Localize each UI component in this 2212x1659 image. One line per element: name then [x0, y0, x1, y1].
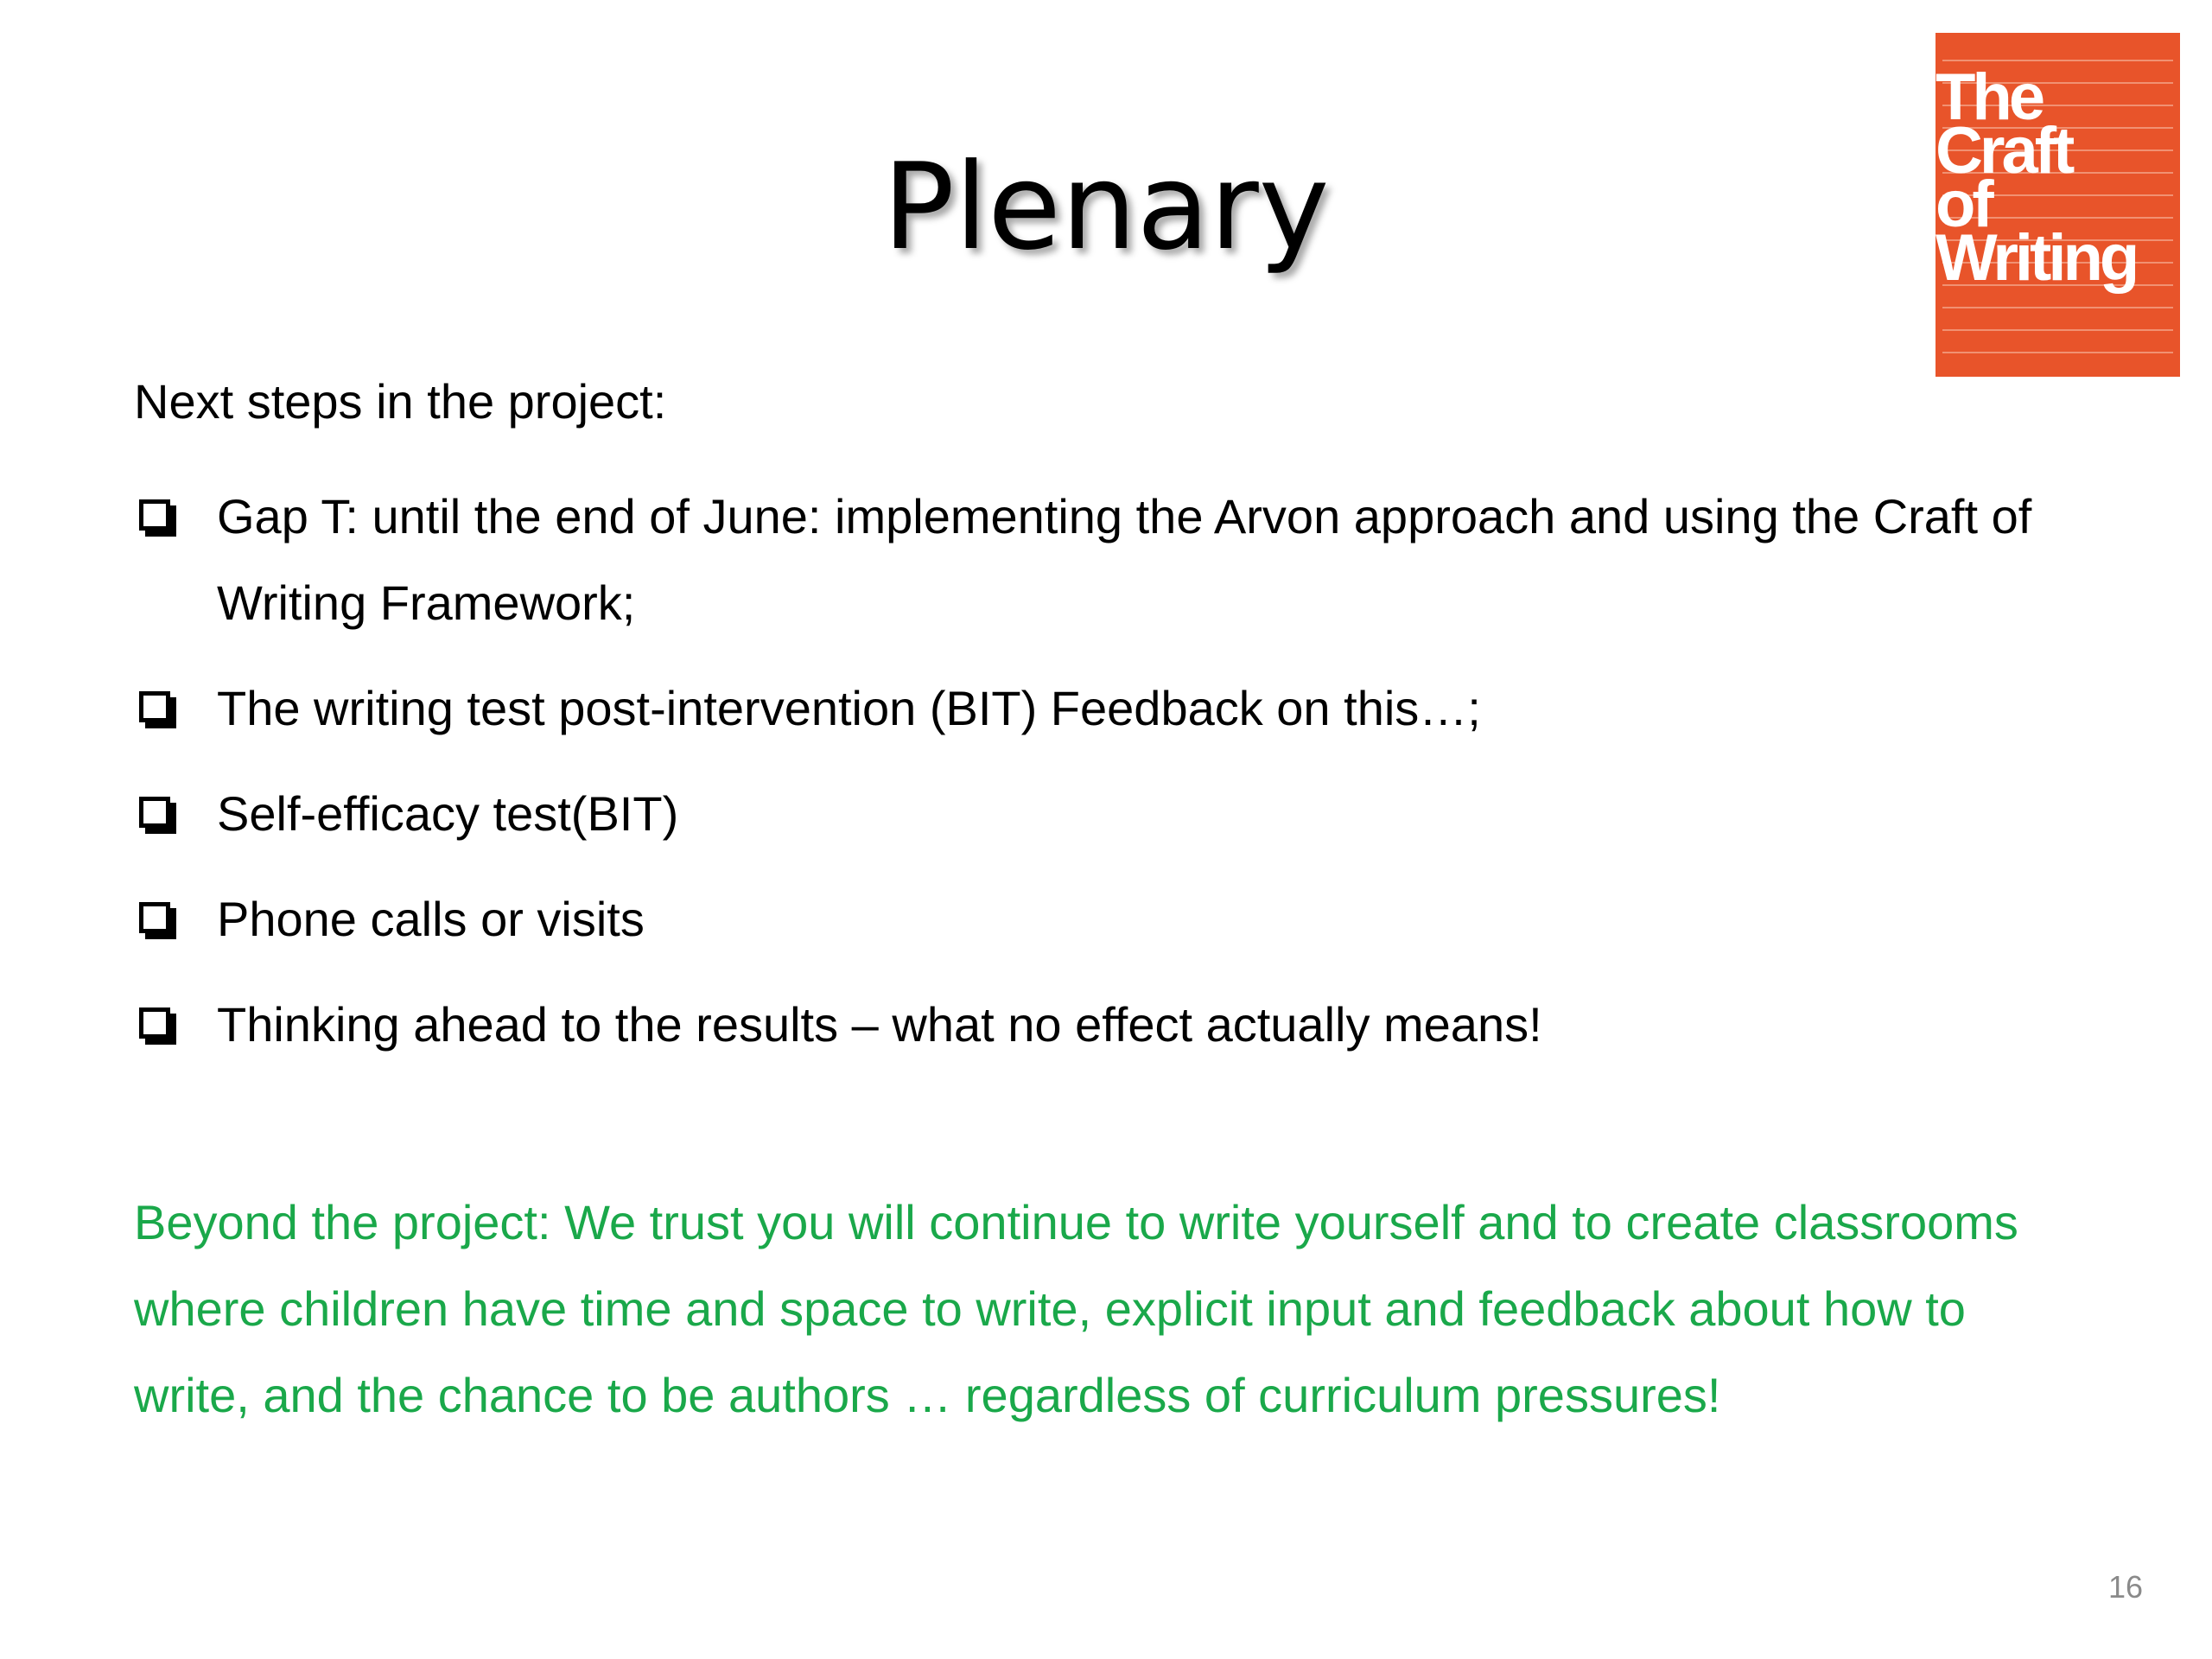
checkbox-icon: [139, 902, 170, 933]
logo-line-2: Craft: [1936, 114, 2072, 188]
page-number: 16: [2107, 1569, 2143, 1605]
list-item: [134, 474, 2035, 646]
list-item-text: Self-efficacy test(BIT): [217, 786, 679, 841]
logo-line-3: of: [1936, 168, 1991, 241]
list-item-text: The writing test post-intervention (BIT) Feedback on this…;: [217, 681, 1481, 735]
logo-line-1: The: [1936, 60, 2043, 134]
intro-text: Next steps in the project:: [134, 374, 667, 429]
closing-statement: Beyond the project: We trust you will continue to write yourself and to create classrooms where children have time and space to write, explicit input and feedback about how to write, and the chance to be authors … regardless of curriculum pressures!: [134, 1195, 2018, 1422]
next-steps-list: [134, 474, 2035, 1087]
logo-line-4: Writing: [1936, 221, 2137, 295]
list-item: [134, 665, 2035, 752]
list-item: [134, 982, 2035, 1068]
list-item-text: Gap T: until the end of June: implementing the Arvon approach and using the Craft of Writing Framework;: [217, 489, 2032, 630]
list-item: [134, 876, 2035, 963]
list-item-text: Phone calls or visits: [217, 892, 645, 946]
slide-title: Plenary: [882, 137, 1330, 276]
checkbox-icon: [139, 691, 170, 722]
checkbox-icon: [139, 1007, 170, 1039]
craft-of-writing-logo: [1936, 33, 2180, 377]
logo-wordmark: [1936, 60, 2180, 295]
list-item: [134, 771, 2035, 857]
checkbox-icon: [139, 499, 170, 531]
list-item-text: Thinking ahead to the results – what no effect actually means!: [217, 997, 1542, 1052]
checkbox-icon: [139, 797, 170, 828]
